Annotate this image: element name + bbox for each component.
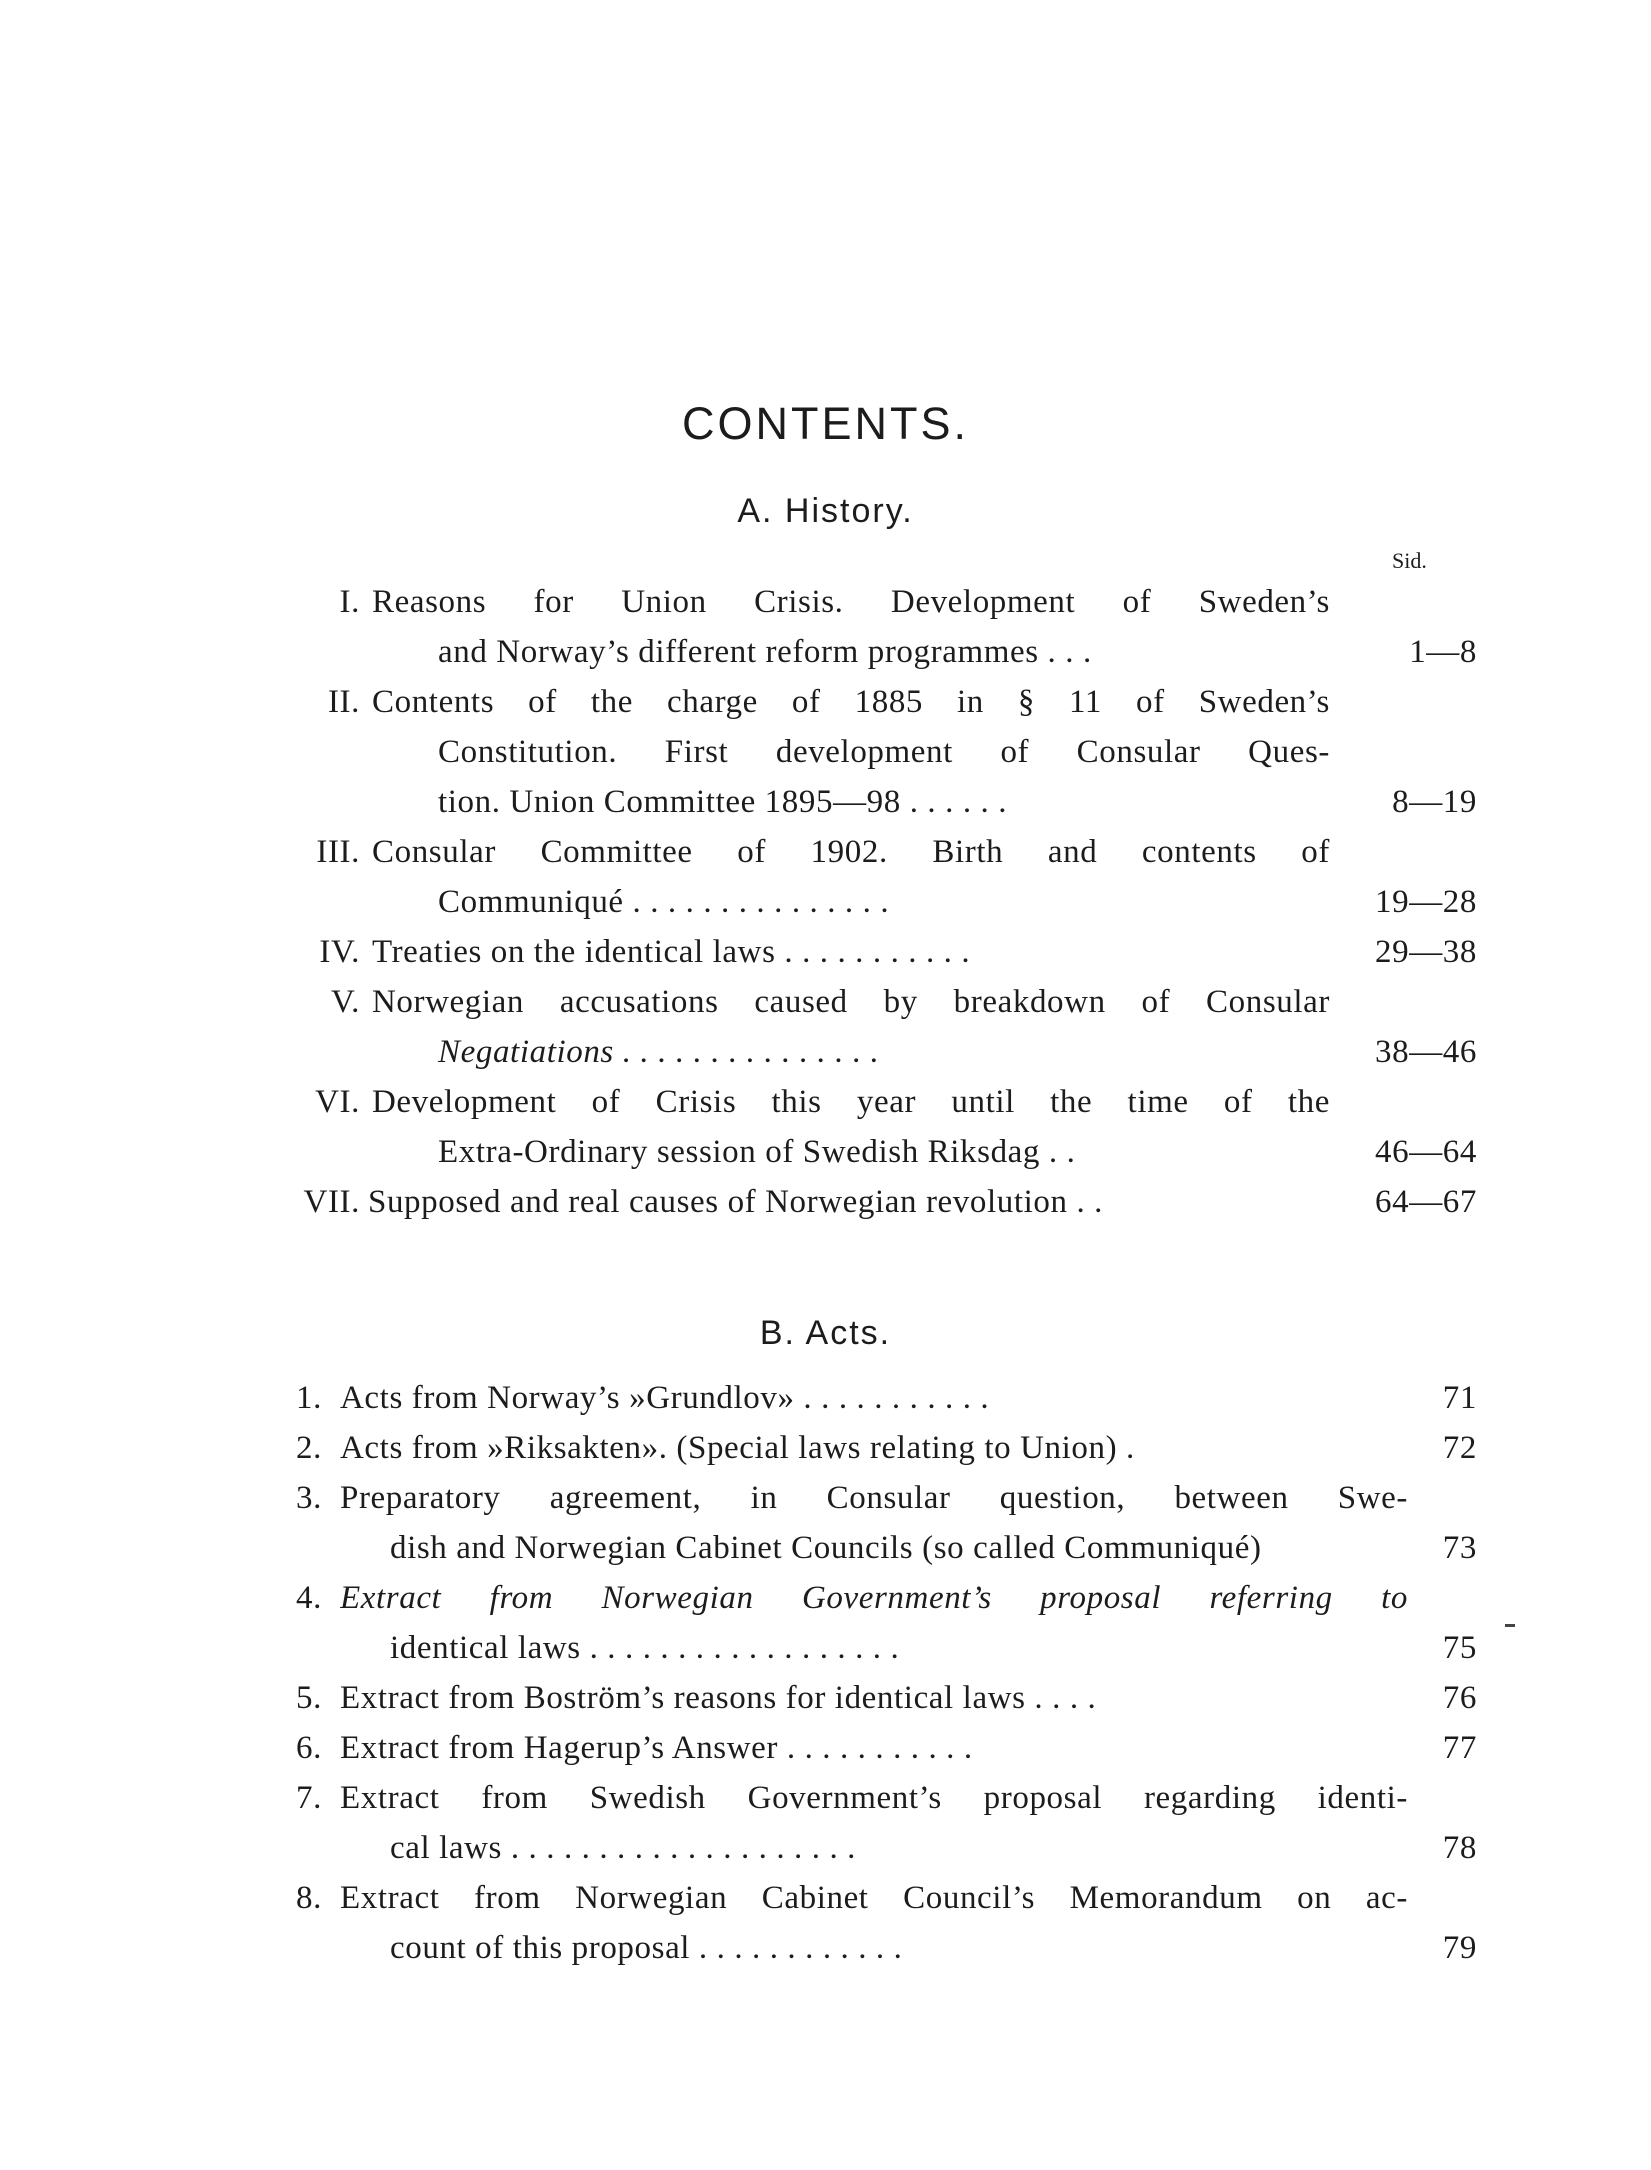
entry-page: 38—46: [1375, 1034, 1477, 1070]
entry-line: identical laws . . . . . . . . . . . . . . . . . .: [390, 1630, 900, 1666]
entry-number: 8.: [296, 1880, 322, 1916]
entry-page: 75: [1442, 1630, 1477, 1666]
section-heading-history: A. History.: [737, 492, 914, 530]
entry-line: Treaties on the identical laws . . . . . . . . . . .: [372, 934, 971, 970]
entry-number: IV.: [319, 934, 360, 970]
entry-line: dish and Norwegian Cabinet Councils (so called Communiqué): [390, 1530, 1262, 1566]
print-mark: [1505, 1624, 1515, 1627]
entry-page: 72: [1442, 1430, 1477, 1466]
entry-line: Development of Crisis this year until the time of the: [372, 1084, 1330, 1120]
entry-line: tion. Union Committee 1895—98 . . . . . .: [438, 784, 1008, 820]
entry-page: 19—28: [1375, 884, 1477, 920]
entry-number: VII.: [303, 1184, 360, 1220]
entry-line: Constitution. First development of Consular Ques-: [438, 734, 1330, 770]
page-title: CONTENTS.: [681, 398, 969, 449]
entry-number: II.: [327, 684, 360, 720]
section-heading-acts: B. Acts.: [759, 1314, 892, 1352]
entry-line: Extract from Hagerup’s Answer . . . . . . . . . . .: [340, 1730, 973, 1766]
entry-line: Contents of the charge of 1885 in § 11 of Sweden’s: [372, 684, 1330, 720]
entry-line: Acts from Norway’s »Grundlov» . . . . . . . . . . .: [340, 1380, 990, 1416]
entry-line: Negatiations . . . . . . . . . . . . . . .: [438, 1034, 880, 1070]
entry-number: V.: [330, 984, 360, 1020]
entry-page: 1—8: [1409, 634, 1477, 670]
entry-number: 7.: [296, 1780, 322, 1816]
entry-page: 71: [1442, 1380, 1477, 1416]
entry-line: Reasons for Union Crisis. Development of Sweden’s: [372, 584, 1330, 620]
entry-line: count of this proposal . . . . . . . . . . . .: [390, 1930, 903, 1966]
entry-line: Preparatory agreement, in Consular question, between Swe-: [340, 1480, 1408, 1516]
entry-number: 2.: [296, 1430, 322, 1466]
entry-line: Supposed and real causes of Norwegian revolution . .: [368, 1184, 1104, 1220]
entry-line: Acts from »Riksakten». (Special laws relating to Union) .: [340, 1430, 1135, 1466]
entry-number: III.: [316, 834, 360, 870]
entry-page: 76: [1442, 1680, 1477, 1716]
entry-page: 8—19: [1392, 784, 1477, 820]
entry-line: Extract from Norwegian Cabinet Council’s Memorandum on ac-: [340, 1880, 1408, 1916]
entry-number: I.: [339, 584, 360, 620]
entry-page: 78: [1442, 1830, 1477, 1866]
entry-line: Extra-Ordinary session of Swedish Riksdag . .: [438, 1134, 1076, 1170]
entry-number: 4.: [296, 1580, 322, 1616]
entry-page: 79: [1442, 1930, 1477, 1966]
entry-line: Extract from Norwegian Government’s proposal referring to: [340, 1580, 1408, 1616]
entry-page: 46—64: [1375, 1134, 1477, 1170]
entry-page: 73: [1442, 1530, 1477, 1566]
entry-line: Communiqué . . . . . . . . . . . . . . .: [438, 884, 890, 920]
entry-number: 1.: [296, 1380, 322, 1416]
entry-number: 6.: [296, 1730, 322, 1766]
entry-line: Consular Committee of 1902. Birth and contents of: [372, 834, 1330, 870]
entry-line: Norwegian accusations caused by breakdown of Consular: [372, 984, 1330, 1020]
entry-number: 5.: [296, 1680, 322, 1716]
entry-line: Extract from Boström’s reasons for identical laws . . . .: [340, 1680, 1097, 1716]
entry-page: 64—67: [1375, 1184, 1477, 1220]
entry-page: 29—38: [1375, 934, 1477, 970]
entry-number: VI.: [315, 1084, 360, 1120]
page-column-label: Sid.: [1392, 548, 1427, 573]
entry-line: cal laws . . . . . . . . . . . . . . . . . . . .: [390, 1830, 857, 1866]
entry-page: 77: [1442, 1730, 1477, 1766]
entry-number: 3.: [296, 1480, 322, 1516]
entry-line: and Norway’s different reform programmes . . .: [438, 634, 1092, 670]
entry-line: Extract from Swedish Government’s proposal regarding identi-: [340, 1780, 1408, 1816]
